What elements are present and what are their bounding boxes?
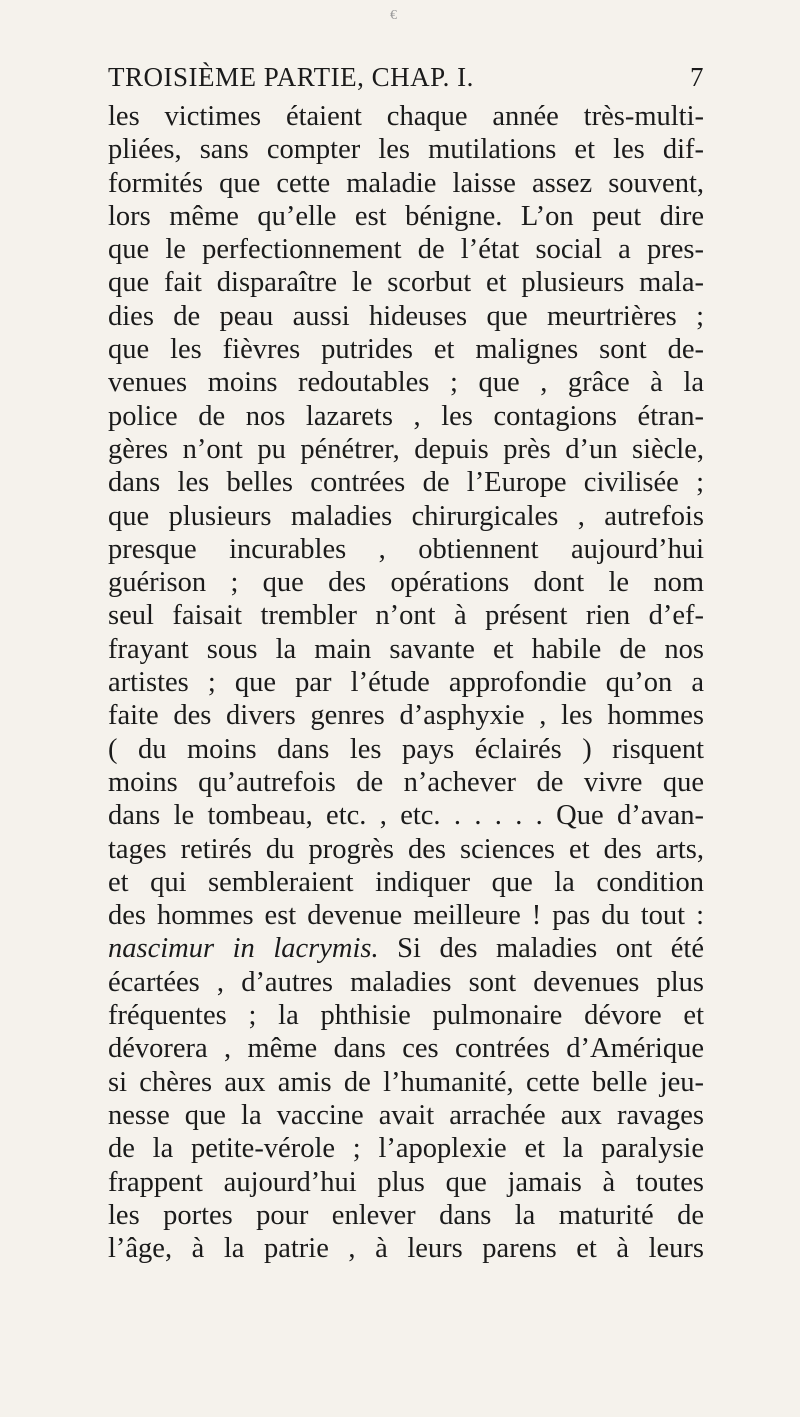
- text-line: presque incurables , obtiennent aujourd’hui: [108, 533, 704, 565]
- text-line: les portes pour enlever dans la maturité de: [108, 1199, 704, 1231]
- text-line: guérison ; que des opérations dont le nom: [108, 567, 704, 599]
- page-number: 7: [690, 62, 704, 92]
- text-line: si chères aux amis de l’humanité, cette belle jeu-: [108, 1066, 704, 1098]
- page-header: [108, 62, 704, 102]
- text-line: venues moins redoutables ; que , grâce à la: [108, 367, 704, 399]
- text-line: frayant sous la main savante et habile de nos: [108, 633, 704, 665]
- text-line: dévorera , même dans ces contrées d’Amérique: [108, 1033, 704, 1065]
- text-line: gères n’ont pu pénétrer, depuis près d’un siècle,: [108, 433, 704, 465]
- text-line: et qui sembleraient indiquer que la condition: [108, 866, 704, 898]
- text-line: que plusieurs maladies chirurgicales , autrefois: [108, 500, 704, 532]
- text-line: lors même qu’elle est bénigne. L’on peut dire: [108, 200, 704, 232]
- text-line: tages retirés du progrès des sciences et des arts,: [108, 833, 704, 865]
- text-line: artistes ; que par l’étude approfondie qu’on a: [108, 667, 704, 699]
- text-line: faite des divers genres d’asphyxie , les hommes: [108, 700, 704, 732]
- text-line: seul faisait trembler n’ont à présent rien d’ef-: [108, 600, 704, 632]
- text-line: que les fièvres putrides et malignes sont de-: [108, 334, 704, 366]
- text-line: de la petite-vérole ; l’apoplexie et la paralysie: [108, 1133, 704, 1165]
- text-line-italic: [108, 932, 704, 965]
- text-line: les victimes étaient chaque année très-multi-: [108, 101, 704, 132]
- text-line: des hommes est devenue meilleure ! pas du tout :: [108, 900, 704, 932]
- body-text: [108, 100, 704, 1265]
- text-line: ( du moins dans les pays éclairés ) risquent: [108, 733, 704, 765]
- text-line: nesse que la vaccine avait arrachée aux ravages: [108, 1099, 704, 1131]
- text-line: dans les belles contrées de l’Europe civilisée ;: [108, 467, 704, 499]
- text-line: pliées, sans compter les mutilations et les dif-: [108, 134, 704, 166]
- text-line: dies de peau aussi hideuses que meurtrières ;: [108, 300, 704, 332]
- page-mark: €: [390, 8, 397, 23]
- text-line: écartées , d’autres maladies sont devenues plus: [108, 966, 704, 998]
- running-head: TROISIÈME PARTIE, CHAP. I.: [108, 62, 474, 92]
- text-line: fréquentes ; la phthisie pulmonaire dévore et: [108, 1000, 704, 1032]
- text-line: dans le tombeau, etc. , etc. . . . . . Que d’avan-: [108, 800, 704, 832]
- text-line: moins qu’autrefois de n’achever de vivre que: [108, 766, 704, 798]
- text-line: l’âge, à la patrie , à leurs parens et à leurs: [108, 1233, 704, 1265]
- latin-phrase: nascimur in lacrymis.: [108, 933, 379, 965]
- text-line: que le perfectionnement de l’état social a pres-: [108, 234, 704, 266]
- text-line: police de nos lazarets , les contagions étran-: [108, 400, 704, 432]
- text-line-rest: Si des maladies ont été: [378, 933, 704, 965]
- text-line: formités que cette maladie laisse assez souvent,: [108, 167, 704, 199]
- text-line: frappent aujourd’hui plus que jamais à toutes: [108, 1166, 704, 1198]
- text-line: que fait disparaître le scorbut et plusieurs mala-: [108, 267, 704, 299]
